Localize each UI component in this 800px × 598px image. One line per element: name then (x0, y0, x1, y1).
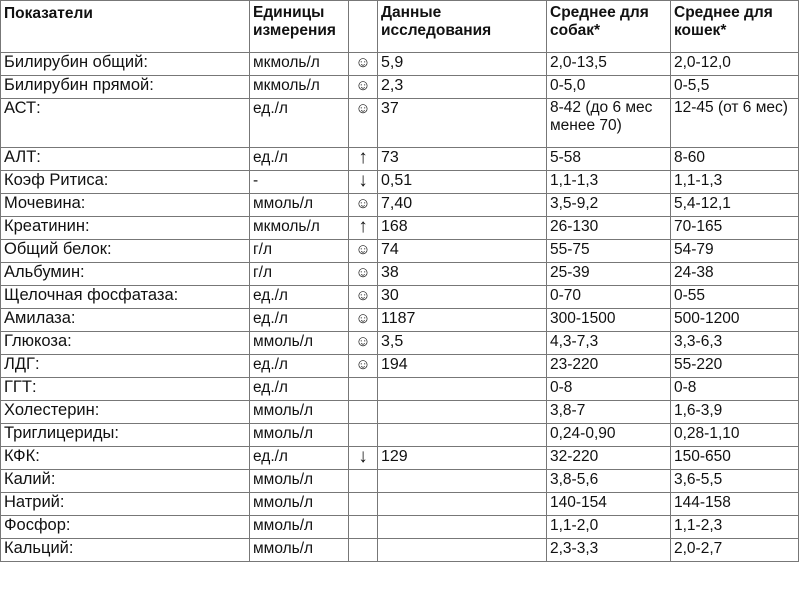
indicator-text: Билирубин прямой: (4, 76, 154, 94)
mark-cell (349, 378, 378, 401)
cats-range-text: 2,0-2,7 (674, 540, 723, 557)
cats-range-text: 5,4-12,1 (674, 195, 731, 212)
mark-cell (349, 171, 378, 194)
result-cell (378, 286, 547, 309)
units-text: ммоль/л (253, 517, 314, 534)
smiley-icon: ☺ (355, 241, 371, 258)
units-cell (250, 99, 349, 148)
indicator-cell (1, 217, 250, 240)
cats-range-text: 12-45 (от 6 мес) (674, 99, 788, 116)
dogs-range-text: 0-8 (550, 379, 573, 396)
units-text: ед./л (253, 310, 288, 327)
cats-range-cell (671, 447, 799, 470)
indicator-text: ЛДГ: (4, 355, 40, 373)
indicator-text: АСТ: (4, 99, 41, 117)
units-text: г/л (253, 241, 273, 258)
indicator-cell (1, 332, 250, 355)
table-row (1, 539, 799, 562)
mark-cell (349, 217, 378, 240)
table-row (1, 217, 799, 240)
arrow-up-icon: ↑ (358, 216, 368, 237)
cats-range-text: 144-158 (674, 494, 731, 511)
result-text: 194 (381, 356, 408, 373)
units-text: ед./л (253, 149, 288, 166)
indicator-cell (1, 470, 250, 493)
arrow-down-icon: ↓ (358, 170, 368, 191)
indicator-cell (1, 171, 250, 194)
cats-range-text: 55-220 (674, 356, 723, 373)
smiley-icon: ☺ (355, 356, 371, 373)
cats-range-text: 0,28-1,10 (674, 425, 740, 442)
units-cell (250, 53, 349, 76)
result-cell (378, 309, 547, 332)
result-cell (378, 401, 547, 424)
result-cell (378, 148, 547, 171)
result-text: 7,40 (381, 195, 413, 212)
mark-cell (349, 355, 378, 378)
table-row (1, 470, 799, 493)
dogs-range-text: 1,1-1,3 (550, 172, 599, 189)
smiley-icon: ☺ (355, 54, 371, 71)
indicator-text: АЛТ: (4, 148, 41, 166)
result-cell (378, 240, 547, 263)
mark-cell (349, 99, 378, 148)
table-row (1, 53, 799, 76)
cats-range-text: 8-60 (674, 149, 706, 166)
cats-range-text: 70-165 (674, 218, 723, 235)
table-row (1, 355, 799, 378)
smiley-icon: ☺ (355, 287, 371, 304)
table-row (1, 148, 799, 171)
dogs-range-text: 3,5-9,2 (550, 195, 599, 212)
units-text: ммоль/л (253, 333, 314, 350)
result-cell (378, 53, 547, 76)
table-row (1, 401, 799, 424)
mark-cell (349, 194, 378, 217)
units-cell (250, 539, 349, 562)
header-mark (349, 1, 378, 53)
indicator-cell (1, 493, 250, 516)
result-text: 0,51 (381, 172, 413, 189)
table-row (1, 378, 799, 401)
cats-range-text: 2,0-12,0 (674, 54, 731, 71)
result-text: 1187 (381, 310, 416, 327)
units-text: ед./л (253, 287, 288, 304)
cats-range-cell (671, 516, 799, 539)
header-results: Данные исследования (378, 1, 547, 53)
indicator-cell (1, 516, 250, 539)
result-text: 37 (381, 100, 399, 117)
units-cell (250, 378, 349, 401)
units-text: г/л (253, 264, 273, 281)
units-text: мкмоль/л (253, 218, 320, 235)
dogs-range-cell (547, 355, 671, 378)
cats-range-text: 0-5,5 (674, 77, 710, 94)
mark-cell (349, 148, 378, 171)
mark-cell (349, 401, 378, 424)
dogs-range-text: 300-1500 (550, 310, 616, 327)
table-row (1, 493, 799, 516)
units-cell (250, 217, 349, 240)
dogs-range-text: 8-42 (до 6 мес менее 70) (550, 99, 653, 134)
result-cell (378, 470, 547, 493)
units-cell (250, 309, 349, 332)
result-cell (378, 194, 547, 217)
dogs-range-cell (547, 424, 671, 447)
units-text: ед./л (253, 356, 288, 373)
cats-range-cell (671, 53, 799, 76)
mark-cell (349, 332, 378, 355)
result-cell (378, 217, 547, 240)
cats-range-cell (671, 493, 799, 516)
table-row (1, 332, 799, 355)
cats-range-text: 500-1200 (674, 310, 740, 327)
mark-cell (349, 263, 378, 286)
cats-range-cell (671, 99, 799, 148)
indicator-text: ГГТ: (4, 378, 37, 396)
indicator-cell (1, 424, 250, 447)
dogs-range-cell (547, 470, 671, 493)
result-cell (378, 516, 547, 539)
indicator-cell (1, 401, 250, 424)
cats-range-cell (671, 148, 799, 171)
units-cell (250, 424, 349, 447)
mark-cell (349, 447, 378, 470)
indicator-text: Триглицериды: (4, 424, 119, 442)
dogs-range-text: 2,3-3,3 (550, 540, 599, 557)
units-text: ммоль/л (253, 402, 314, 419)
cats-range-text: 0-8 (674, 379, 697, 396)
cats-range-cell (671, 240, 799, 263)
smiley-icon: ☺ (355, 264, 371, 281)
units-text: ммоль/л (253, 540, 314, 557)
units-cell (250, 355, 349, 378)
indicator-cell (1, 53, 250, 76)
units-text: ммоль/л (253, 494, 314, 511)
cats-range-cell (671, 263, 799, 286)
mark-cell (349, 240, 378, 263)
indicator-text: Билирубин общий: (4, 53, 148, 71)
mark-cell (349, 309, 378, 332)
cats-range-cell (671, 470, 799, 493)
indicator-cell (1, 194, 250, 217)
dogs-range-cell (547, 539, 671, 562)
dogs-range-cell (547, 401, 671, 424)
dogs-range-text: 2,0-13,5 (550, 54, 607, 71)
units-text: ед./л (253, 448, 288, 465)
dogs-range-text: 0,24-0,90 (550, 425, 616, 442)
result-text: 73 (381, 149, 399, 166)
table-row (1, 447, 799, 470)
dogs-range-text: 23-220 (550, 356, 599, 373)
indicator-text: Коэф Ритиса: (4, 171, 109, 189)
indicator-cell (1, 76, 250, 99)
indicator-text: Амилаза: (4, 309, 76, 327)
result-cell (378, 171, 547, 194)
indicator-cell (1, 286, 250, 309)
dogs-range-text: 4,3-7,3 (550, 333, 599, 350)
result-cell (378, 76, 547, 99)
dogs-range-cell (547, 53, 671, 76)
mark-cell (349, 424, 378, 447)
dogs-range-text: 3,8-7 (550, 402, 586, 419)
table-row (1, 309, 799, 332)
dogs-range-text: 140-154 (550, 494, 607, 511)
result-text: 5,9 (381, 54, 404, 71)
indicator-cell (1, 148, 250, 171)
dogs-range-cell (547, 171, 671, 194)
result-text: 168 (381, 218, 408, 235)
indicator-text: Мочевина: (4, 194, 86, 212)
units-cell (250, 447, 349, 470)
indicator-text: КФК: (4, 447, 40, 465)
indicator-text: Фосфор: (4, 516, 71, 534)
result-text: 2,3 (381, 77, 404, 94)
result-cell (378, 539, 547, 562)
indicator-cell (1, 447, 250, 470)
indicator-cell (1, 309, 250, 332)
dogs-range-text: 5-58 (550, 149, 582, 166)
units-text: ммоль/л (253, 471, 314, 488)
cats-range-text: 1,1-2,3 (674, 517, 723, 534)
units-text: ед./л (253, 379, 288, 396)
dogs-range-cell (547, 309, 671, 332)
units-cell (250, 332, 349, 355)
cats-range-text: 54-79 (674, 241, 714, 258)
units-text: ммоль/л (253, 425, 314, 442)
result-cell (378, 99, 547, 148)
units-cell (250, 171, 349, 194)
units-text: ед./л (253, 100, 288, 117)
header-dogs: Среднее для собак* (547, 1, 671, 53)
dogs-range-cell (547, 332, 671, 355)
table-row (1, 194, 799, 217)
mark-cell (349, 516, 378, 539)
mark-cell (349, 493, 378, 516)
units-cell (250, 263, 349, 286)
cats-range-cell (671, 217, 799, 240)
mark-cell (349, 76, 378, 99)
header-cats: Среднее для кошек* (671, 1, 799, 53)
cats-range-cell (671, 378, 799, 401)
cats-range-cell (671, 355, 799, 378)
indicator-cell (1, 355, 250, 378)
cats-range-text: 3,6-5,5 (674, 471, 723, 488)
dogs-range-text: 3,8-5,6 (550, 471, 599, 488)
units-cell (250, 470, 349, 493)
indicator-cell (1, 263, 250, 286)
result-text: 74 (381, 241, 399, 258)
cats-range-cell (671, 194, 799, 217)
dogs-range-cell (547, 516, 671, 539)
dogs-range-cell (547, 217, 671, 240)
smiley-icon: ☺ (355, 310, 371, 327)
dogs-range-cell (547, 76, 671, 99)
result-cell (378, 424, 547, 447)
result-text: 3,5 (381, 333, 404, 350)
result-cell (378, 263, 547, 286)
arrow-up-icon: ↑ (358, 147, 368, 168)
mark-cell (349, 286, 378, 309)
indicator-text: Калий: (4, 470, 56, 488)
arrow-down-icon: ↓ (358, 446, 368, 467)
dogs-range-cell (547, 286, 671, 309)
dogs-range-text: 0-70 (550, 287, 582, 304)
table-row (1, 99, 799, 148)
table-row (1, 263, 799, 286)
indicator-cell (1, 378, 250, 401)
header-indicator: Показатели (1, 1, 250, 53)
dogs-range-cell (547, 447, 671, 470)
result-text: 30 (381, 287, 399, 304)
smiley-icon: ☺ (355, 77, 371, 94)
units-cell (250, 401, 349, 424)
units-cell (250, 516, 349, 539)
units-cell (250, 148, 349, 171)
cats-range-text: 1,1-1,3 (674, 172, 723, 189)
table-row (1, 171, 799, 194)
cats-range-cell (671, 539, 799, 562)
units-cell (250, 240, 349, 263)
cats-range-cell (671, 424, 799, 447)
cats-range-cell (671, 332, 799, 355)
cats-range-cell (671, 76, 799, 99)
units-cell (250, 286, 349, 309)
mark-cell (349, 53, 378, 76)
cats-range-text: 0-55 (674, 287, 706, 304)
smiley-icon: ☺ (355, 333, 371, 350)
indicator-text: Кальций: (4, 539, 74, 557)
indicator-cell (1, 99, 250, 148)
dogs-range-cell (547, 493, 671, 516)
cats-range-text: 24-38 (674, 264, 714, 281)
units-text: мкмоль/л (253, 54, 320, 71)
units-text: ммоль/л (253, 195, 314, 212)
units-cell (250, 493, 349, 516)
indicator-text: Глюкоза: (4, 332, 72, 350)
dogs-range-cell (547, 263, 671, 286)
header-row (1, 1, 799, 53)
table-row (1, 424, 799, 447)
indicator-text: Креатинин: (4, 217, 90, 235)
indicator-text: Холестерин: (4, 401, 100, 419)
table-row (1, 286, 799, 309)
dogs-range-cell (547, 240, 671, 263)
smiley-icon: ☺ (355, 195, 371, 212)
indicator-text: Альбумин: (4, 263, 85, 281)
units-text: - (253, 172, 259, 189)
dogs-range-cell (547, 148, 671, 171)
result-cell (378, 332, 547, 355)
table-row (1, 240, 799, 263)
dogs-range-text: 25-39 (550, 264, 590, 281)
indicator-text: Общий белок: (4, 240, 112, 258)
cats-range-cell (671, 171, 799, 194)
mark-cell (349, 470, 378, 493)
dogs-range-cell (547, 378, 671, 401)
dogs-range-text: 55-75 (550, 241, 590, 258)
units-cell (250, 76, 349, 99)
indicator-text: Щелочная фосфатаза: (4, 286, 179, 304)
cats-range-cell (671, 401, 799, 424)
indicator-text: Натрий: (4, 493, 65, 511)
dogs-range-text: 1,1-2,0 (550, 517, 599, 534)
result-text: 129 (381, 448, 408, 465)
mark-cell (349, 539, 378, 562)
cats-range-text: 150-650 (674, 448, 731, 465)
cats-range-text: 1,6-3,9 (674, 402, 723, 419)
table-row (1, 76, 799, 99)
indicator-cell (1, 240, 250, 263)
result-cell (378, 355, 547, 378)
result-cell (378, 493, 547, 516)
cats-range-cell (671, 309, 799, 332)
header-units: Единицы измерения (250, 1, 349, 53)
smiley-icon: ☺ (355, 100, 371, 117)
result-cell (378, 447, 547, 470)
dogs-range-text: 0-5,0 (550, 77, 586, 94)
dogs-range-text: 26-130 (550, 218, 599, 235)
result-text: 38 (381, 264, 399, 281)
cats-range-cell (671, 286, 799, 309)
dogs-range-text: 32-220 (550, 448, 599, 465)
dogs-range-cell (547, 99, 671, 148)
table-row (1, 516, 799, 539)
units-text: мкмоль/л (253, 77, 320, 94)
units-cell (250, 194, 349, 217)
indicator-cell (1, 539, 250, 562)
cats-range-text: 3,3-6,3 (674, 333, 723, 350)
result-cell (378, 378, 547, 401)
dogs-range-cell (547, 194, 671, 217)
table-body (1, 53, 799, 562)
